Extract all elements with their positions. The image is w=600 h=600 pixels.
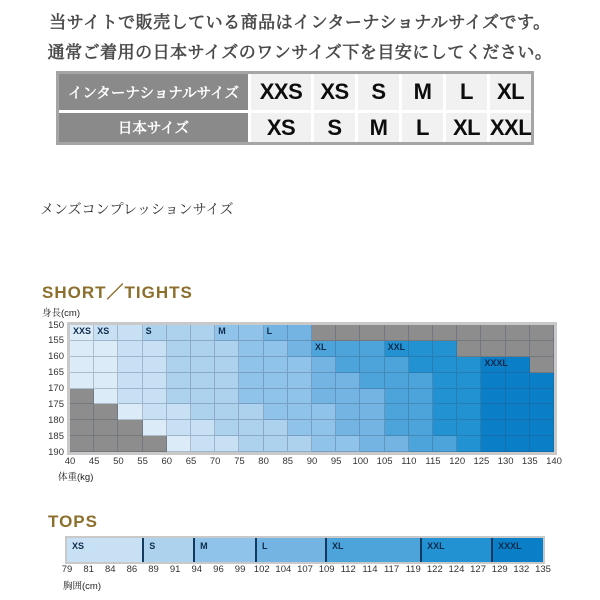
tights-cell-L (360, 420, 384, 436)
tights-cell-XXS (70, 373, 94, 389)
tights-cell-XXXL (481, 404, 505, 420)
x-tick: 130 (497, 456, 514, 467)
tights-size-label-XS: XS (97, 326, 110, 336)
tights-cell-XL (409, 436, 433, 452)
tights-cell-NA (385, 325, 409, 341)
tights-size-label-XXS: XXS (73, 326, 92, 336)
tights-cell-NA (70, 404, 94, 420)
x-tick: 140 (546, 456, 562, 467)
intl-size-cell: XL (490, 74, 531, 110)
tops-segment-XXXL (491, 538, 543, 562)
y-tick: 165 (48, 367, 64, 379)
tights-cell-XXL (457, 436, 481, 452)
intl-size-cell: L (446, 74, 487, 110)
tights-cell-L (312, 373, 336, 389)
tights-size-label-XL: XL (315, 341, 327, 352)
height-axis-label: 身長(cm) (42, 308, 80, 319)
tights-cell-XL (336, 341, 360, 357)
tights-cell-XXS (143, 420, 167, 436)
intl-size-cell: XS (314, 74, 355, 110)
x-tick: 90 (306, 456, 318, 467)
tights-cell-XXL (409, 357, 433, 373)
tights-cell-XS (167, 404, 191, 420)
x-tick: 70 (209, 456, 221, 467)
x-tick: 55 (137, 456, 148, 467)
tops-ticks (61, 564, 551, 577)
tops-segment-label: XXXL (498, 541, 522, 551)
tights-cell-XXS (94, 373, 118, 389)
tights-size-label-S: S (145, 326, 152, 336)
tights-cell-XXL (457, 389, 481, 405)
tights-size-label-L: L (266, 326, 273, 336)
tights-cell-M (264, 341, 288, 357)
chest-tick: 132 (513, 564, 530, 575)
tights-cell-S (167, 373, 191, 389)
x-tick: 110 (401, 456, 417, 467)
tops-segment-M (193, 538, 255, 562)
size-conversion-table (56, 71, 534, 145)
tights-cell-XXXL (530, 404, 554, 420)
tights-cell-S (264, 436, 288, 452)
tights-size-label-M: M (218, 326, 226, 336)
tops-segment-label: XS (72, 541, 85, 551)
tights-cell-M (312, 436, 336, 452)
tights-cell-S (239, 404, 263, 420)
tights-cell-XXL (433, 357, 457, 373)
tights-cell-XXXL (506, 357, 530, 373)
tights-cell-XXL (409, 341, 433, 357)
x-tick: 45 (88, 456, 100, 467)
tights-cell-M (336, 436, 360, 452)
chest-tick: 127 (470, 564, 486, 575)
tights-cell-S (239, 436, 263, 452)
tights-cell-XXXL (506, 389, 530, 405)
chest-tick: 84 (104, 564, 116, 575)
tights-cell-NA (457, 341, 481, 357)
tights-y-ticks (36, 319, 64, 458)
chest-axis-label: 胸囲(cm) (63, 581, 101, 592)
tights-cell-NA (530, 325, 554, 341)
japan-size-cell: XL (446, 113, 487, 142)
tights-cell-NA (94, 404, 118, 420)
chest-tick: 129 (491, 564, 508, 575)
tights-size-label-XXL: XXL (387, 341, 406, 352)
chest-tick: 119 (405, 564, 421, 575)
intl-size-cell: XXS (251, 74, 311, 110)
tights-cell-L (360, 404, 384, 420)
tights-cell-XXL (433, 389, 457, 405)
tops-segment-XXL (420, 538, 491, 562)
tights-cell-XS (191, 436, 215, 452)
chest-tick: 114 (362, 564, 378, 575)
intl-size-cell: S (358, 74, 399, 110)
tights-cell-NA (481, 341, 505, 357)
tights-cell-NA (360, 325, 384, 341)
tights-cell-NA (530, 357, 554, 373)
tights-cell-XL (433, 436, 457, 452)
tights-cell-XS (118, 325, 142, 341)
tights-cell-NA (457, 325, 481, 341)
tights-cell-XXXL (481, 436, 505, 452)
tights-cell-M (264, 357, 288, 373)
tights-cell-S (191, 404, 215, 420)
y-tick: 180 (48, 414, 64, 426)
tights-cell-L (312, 357, 336, 373)
row-header-japan: 日本サイズ (59, 113, 248, 142)
tights-cell-S (191, 357, 215, 373)
mens-compression-title: メンズコンプレッションサイズ (40, 201, 234, 217)
chest-tick: 117 (383, 564, 400, 575)
chest-tick: 86 (126, 564, 138, 575)
tights-cell-M (239, 325, 263, 341)
tights-cell-NA (506, 325, 530, 341)
tops-heading: TOPS (48, 512, 98, 531)
x-tick: 80 (258, 456, 269, 467)
y-tick: 185 (48, 430, 64, 442)
tights-cell-XS (215, 436, 239, 452)
tights-cell-NA (118, 436, 142, 452)
tights-cell-S (191, 325, 215, 341)
tights-cell-S (239, 420, 263, 436)
tights-cell-XXL (457, 373, 481, 389)
tights-cell-XXS (167, 436, 191, 452)
weight-axis-label: 体重(kg) (58, 472, 94, 483)
tights-cell-NA (70, 436, 94, 452)
tights-cell-XXXL (481, 389, 505, 405)
tights-cell-NA (94, 436, 118, 452)
tights-cell-XL (385, 389, 409, 405)
tops-segment-label: XL (331, 541, 344, 551)
chest-tick: 99 (234, 564, 246, 575)
tights-cell-XXXL (530, 436, 554, 452)
tights-cell-XS (118, 341, 142, 357)
chest-tick: 112 (340, 564, 356, 575)
chest-tick: 79 (61, 564, 73, 575)
tights-cell-M (264, 404, 288, 420)
tights-cell-NA (481, 325, 505, 341)
tights-cell-M (312, 420, 336, 436)
chest-tick: 104 (275, 564, 292, 575)
tights-cell-XXXL (506, 436, 530, 452)
tights-cell-S (191, 373, 215, 389)
tights-cell-XXS (94, 341, 118, 357)
tights-cell-XL (360, 341, 384, 357)
tights-cell-S (215, 389, 239, 405)
tights-cell-XXXL (481, 420, 505, 436)
tights-x-ticks (64, 456, 562, 469)
tights-cell-NA (118, 420, 142, 436)
tops-segment-label: L (262, 541, 268, 551)
chest-tick: 91 (169, 564, 181, 575)
tights-cell-L (288, 325, 312, 341)
japan-size-cell: XXL (490, 113, 531, 142)
tights-cell-L (385, 436, 409, 452)
tights-cell-M (264, 389, 288, 405)
tights-cell-S (288, 436, 312, 452)
tops-segment-XL (325, 538, 420, 562)
japan-size-cell: M (358, 113, 399, 142)
tops-segment-label: S (149, 541, 156, 551)
tights-cell-XXXL (506, 373, 530, 389)
x-tick: 60 (161, 456, 173, 467)
tights-cell-M (239, 341, 263, 357)
tights-cell-S (167, 357, 191, 373)
tights-cell-S (215, 373, 239, 389)
tights-cell-M (288, 420, 312, 436)
tights-cell-NA (70, 389, 94, 405)
y-tick: 150 (48, 319, 64, 331)
tights-cell-S (191, 341, 215, 357)
chest-tick: 122 (426, 564, 443, 575)
tights-cell-XS (143, 389, 167, 405)
tights-cell-NA (312, 325, 336, 341)
tights-cell-S (215, 341, 239, 357)
tights-cell-XXL (457, 404, 481, 420)
tights-cell-S (215, 404, 239, 420)
x-tick: 95 (330, 456, 342, 467)
x-tick: 85 (282, 456, 294, 467)
x-tick: 125 (473, 456, 490, 467)
tights-cell-XS (143, 341, 167, 357)
tights-chart-frame (67, 322, 557, 455)
tights-cell-S (167, 341, 191, 357)
tights-cell-XXL (433, 420, 457, 436)
tights-cell-XXXL (530, 420, 554, 436)
tights-cell-S (215, 357, 239, 373)
tights-cell-XL (385, 357, 409, 373)
tights-grid (70, 325, 554, 452)
tops-segment-S (142, 538, 193, 562)
tights-cell-S (264, 420, 288, 436)
chest-tick: 94 (191, 564, 203, 575)
x-tick: 50 (113, 456, 124, 467)
tights-cell-XXXL (506, 404, 530, 420)
tops-segment-label: M (200, 541, 208, 551)
row-header-international: インターナショナルサイズ (59, 74, 248, 110)
tights-cell-XL (409, 373, 433, 389)
tights-cell-XS (143, 373, 167, 389)
tights-cell-XL (409, 389, 433, 405)
y-tick: 160 (48, 351, 64, 363)
japan-size-cell: L (402, 113, 443, 142)
tights-cell-M (288, 357, 312, 373)
tops-bar-frame (65, 536, 545, 564)
tights-cell-XS (143, 357, 167, 373)
tights-cell-M (239, 389, 263, 405)
tights-cell-XXXL (530, 389, 554, 405)
tights-cell-L (360, 389, 384, 405)
tights-cell-XXL (433, 373, 457, 389)
tights-cell-NA (336, 325, 360, 341)
tights-cell-XXS (94, 357, 118, 373)
tights-cell-L (336, 420, 360, 436)
tights-cell-XL (385, 404, 409, 420)
tights-cell-L (288, 341, 312, 357)
tights-cell-S (167, 389, 191, 405)
tights-cell-XXXL (530, 373, 554, 389)
tights-cell-XXL (457, 357, 481, 373)
tops-bar (67, 538, 543, 562)
tights-cell-M (312, 404, 336, 420)
y-tick: 170 (48, 383, 64, 394)
tights-size-label-XXXL: XXXL (484, 357, 508, 368)
tights-cell-S (167, 325, 191, 341)
tights-cell-XL (385, 420, 409, 436)
tights-cell-L (312, 389, 336, 405)
tights-cell-L (336, 404, 360, 420)
x-tick: 65 (185, 456, 197, 467)
tights-cell-NA (409, 325, 433, 341)
x-tick: 115 (425, 456, 441, 467)
tights-cell-M (288, 389, 312, 405)
chest-tick: 124 (448, 564, 465, 575)
tights-cell-NA (94, 420, 118, 436)
chest-tick: 135 (535, 564, 551, 575)
chest-tick: 102 (253, 564, 270, 575)
tights-cell-XS (118, 373, 142, 389)
tights-cell-M (239, 357, 263, 373)
short-tights-heading: SHORT／TIGHTS (42, 283, 193, 302)
tights-cell-XL (385, 373, 409, 389)
tights-cell-S (191, 389, 215, 405)
intro-line-1: 当サイトで販売している商品はインターナショナルサイズです。 (49, 13, 551, 32)
tights-cell-XS (143, 404, 167, 420)
tights-cell-NA (530, 341, 554, 357)
tights-cell-XXXL (506, 420, 530, 436)
intl-size-cell: M (402, 74, 443, 110)
x-tick: 100 (352, 456, 369, 467)
tights-cell-NA (433, 325, 457, 341)
tights-cell-NA (70, 420, 94, 436)
tops-segment-L (255, 538, 325, 562)
tights-cell-XL (360, 357, 384, 373)
y-tick: 175 (48, 398, 64, 410)
tights-cell-XS (118, 389, 142, 405)
chest-tick: 89 (148, 564, 159, 575)
tights-cell-XS (191, 420, 215, 436)
tights-cell-NA (506, 341, 530, 357)
tights-cell-L (336, 373, 360, 389)
x-tick: 75 (234, 456, 245, 467)
tights-cell-XL (409, 404, 433, 420)
x-tick: 40 (64, 456, 76, 467)
tights-cell-XS (167, 420, 191, 436)
tights-cell-XXL (433, 404, 457, 420)
tights-cell-XXS (70, 341, 94, 357)
tights-cell-M (288, 373, 312, 389)
japan-size-cell: S (314, 113, 355, 142)
y-tick: 155 (48, 335, 64, 347)
tights-cell-XL (360, 373, 384, 389)
tights-cell-L (336, 389, 360, 405)
intro-line-2: 通常ご着用の日本サイズのワンサイズ下を目安にしてください。 (47, 43, 553, 62)
x-tick: 135 (521, 456, 538, 467)
tights-cell-XS (118, 357, 142, 373)
tights-cell-L (360, 436, 384, 452)
tights-cell-S (215, 420, 239, 436)
y-tick: 190 (48, 446, 64, 458)
tights-cell-XXXL (481, 373, 505, 389)
x-tick: 120 (449, 456, 466, 467)
tights-cell-XXS (70, 357, 94, 373)
tights-cell-XL (336, 357, 360, 373)
tops-segment-XS (67, 538, 142, 562)
x-tick: 105 (376, 456, 393, 467)
chest-tick: 109 (318, 564, 335, 575)
tights-cell-M (239, 373, 263, 389)
tights-cell-XXS (118, 404, 142, 420)
tights-cell-XL (409, 420, 433, 436)
tights-cell-XXS (94, 389, 118, 405)
tights-cell-XXL (433, 341, 457, 357)
chest-tick: 96 (213, 564, 224, 575)
chest-tick: 107 (297, 564, 313, 575)
japan-size-cell: XS (251, 113, 311, 142)
tights-cell-NA (143, 436, 167, 452)
tops-segment-label: XXL (427, 541, 445, 551)
tights-cell-M (288, 404, 312, 420)
tights-cell-XXL (457, 420, 481, 436)
tights-cell-M (264, 373, 288, 389)
chest-tick: 81 (83, 564, 94, 575)
